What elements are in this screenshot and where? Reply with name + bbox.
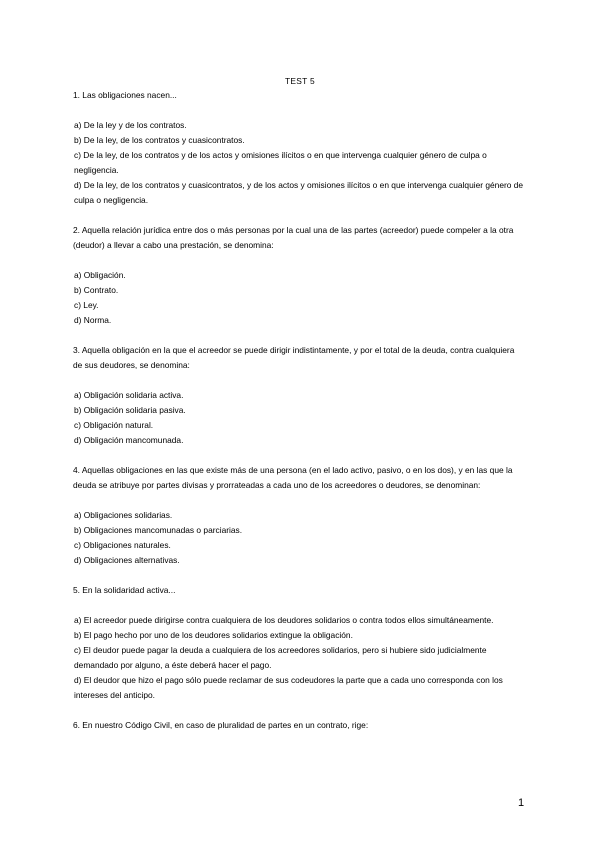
page-number: 1	[518, 797, 525, 809]
question-text: 1. Las obligaciones nacen...	[73, 90, 177, 100]
option-c: c) Obligaciones naturales.	[74, 540, 171, 550]
option-a: a) De la ley y de los contratos.	[74, 120, 187, 130]
question-block	[73, 223, 525, 343]
option-d: d) De la ley, de los contratos y cuasicontratos, y de los actos y omisiones ilícitos o en que intervenga cualquier género de culpa o negligencia.	[74, 180, 524, 205]
option-c: c) Ley.	[74, 300, 99, 310]
question-text: 3. Aquella obligación en la que el acreedor se puede dirigir indistintamente, y por el total de la deuda, contra cualquiera de sus deudores, se denomina:	[73, 345, 515, 370]
option-b: b) Obligación solidaria pasiva.	[74, 405, 186, 415]
option-b: b) El pago hecho por uno de los deudores solidarios extingue la obligación.	[74, 630, 353, 640]
option-b: b) Obligaciones mancomunadas o parciarias.	[74, 525, 243, 535]
question-block	[73, 463, 525, 583]
option-b: b) Contrato.	[74, 285, 119, 295]
option-c: c) De la ley, de los contratos y de los actos y omisiones ilícitos o en que intervenga cualquier género de culpa o negligencia.	[74, 150, 487, 175]
option-b: b) De la ley, de los contratos y cuasicontratos.	[74, 135, 245, 145]
option-a: a) Obligación solidaria activa.	[74, 390, 184, 400]
option-d: d) Obligación mancomunada.	[74, 435, 184, 445]
options-list	[73, 613, 525, 703]
document-title: TEST 5	[284, 76, 316, 86]
option-d: d) El deudor que hizo el pago sólo puede reclamar de sus codeudores la parte que a cada uno corresponda con los intereses del anticipo.	[74, 675, 503, 700]
option-a: a) Obligaciones solidarias.	[74, 510, 173, 520]
option-d: d) Norma.	[74, 315, 112, 325]
options-list	[73, 268, 525, 328]
question-block	[73, 583, 525, 718]
question-text: 6. En nuestro Código Civil, en caso de pluralidad de partes en un contrato, rige:	[73, 720, 369, 730]
options-list	[73, 508, 525, 568]
question-block	[73, 88, 525, 223]
question-text: 5. En la solidaridad activa...	[73, 585, 176, 595]
question-text: 4. Aquellas obligaciones en las que existe más de una persona (en el lado activo, pasivo, o en los dos), y en las que la deuda se atribuye por partes divisas y prorrateadas a cada uno de los acreedores o deudores, se denominan:	[73, 465, 513, 490]
option-c: c) El deudor puede pagar la deuda a cualquiera de los acreedores solidarios, pero si hubiere sido judicialmente demandado por alguno, a éste deberá hacer el pago.	[74, 645, 487, 670]
questions-list	[73, 88, 525, 733]
question-text: 2. Aquella relación jurídica entre dos o más personas por la cual una de las partes (acreedor) puede compeler a la otra (deudor) a llevar a cabo una prestación, se denomina:	[73, 225, 514, 250]
question-block	[73, 718, 525, 733]
option-c: c) Obligación natural.	[74, 420, 154, 430]
option-a: a) El acreedor puede dirigirse contra cualquiera de los deudores solidarios o contra todos ellos simultáneamente.	[74, 615, 494, 625]
options-list	[73, 118, 525, 208]
option-d: d) Obligaciones alternativas.	[74, 555, 180, 565]
options-list	[73, 388, 525, 448]
option-a: a) Obligación.	[74, 270, 126, 280]
question-block	[73, 343, 525, 463]
